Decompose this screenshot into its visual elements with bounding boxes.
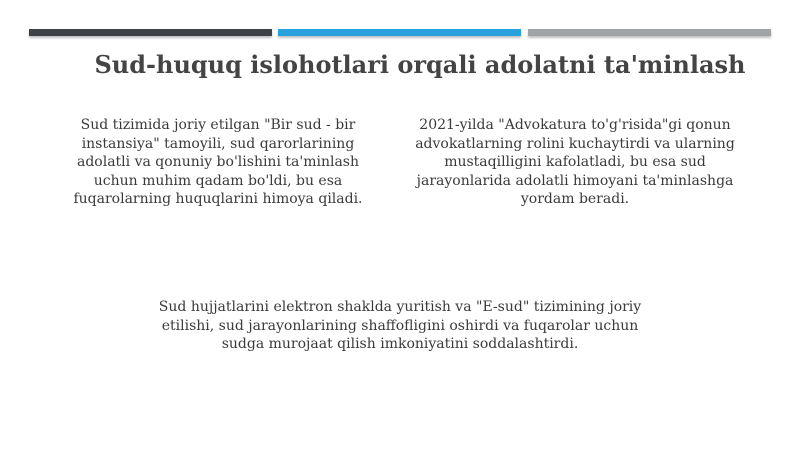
slide-title: Sud-huquq islohotlari orqali adolatni ta'minlash bbox=[94, 50, 746, 79]
decorative-bar-gray bbox=[528, 29, 771, 36]
decorative-bar-dark bbox=[29, 29, 272, 36]
paragraph-advocacy-law: 2021-yilda "Advokatura to'g'risida"gi qonun advokatlarning rolini kuchaytirdi va ularning mustaqilligini kafolatladi, bu esa sud jarayonlarida adolatli himoyani ta'minlashga yordam beradi. bbox=[415, 117, 735, 207]
paragraph-e-court-system: Sud hujjatlarini elektron shaklda yuritish va "E-sud" tizimining joriy etilishi, sud jarayonlarining shaffofligini oshirdi va fuqarolar uchun sudga murojaat qilish imkoniyatini soddalashtirdi. bbox=[158, 299, 642, 352]
decorative-bar-blue bbox=[278, 29, 521, 36]
paragraph-one-instance-principle: Sud tizimida joriy etilgan "Bir sud - bir instansiya" tamoyili, sud qarorlarining adolatli va qonuniy bo'lishini ta'minlash uchun muhim qadam bo'ldi, bu esa fuqarolarning huquqlarini himoya qiladi. bbox=[73, 117, 363, 207]
